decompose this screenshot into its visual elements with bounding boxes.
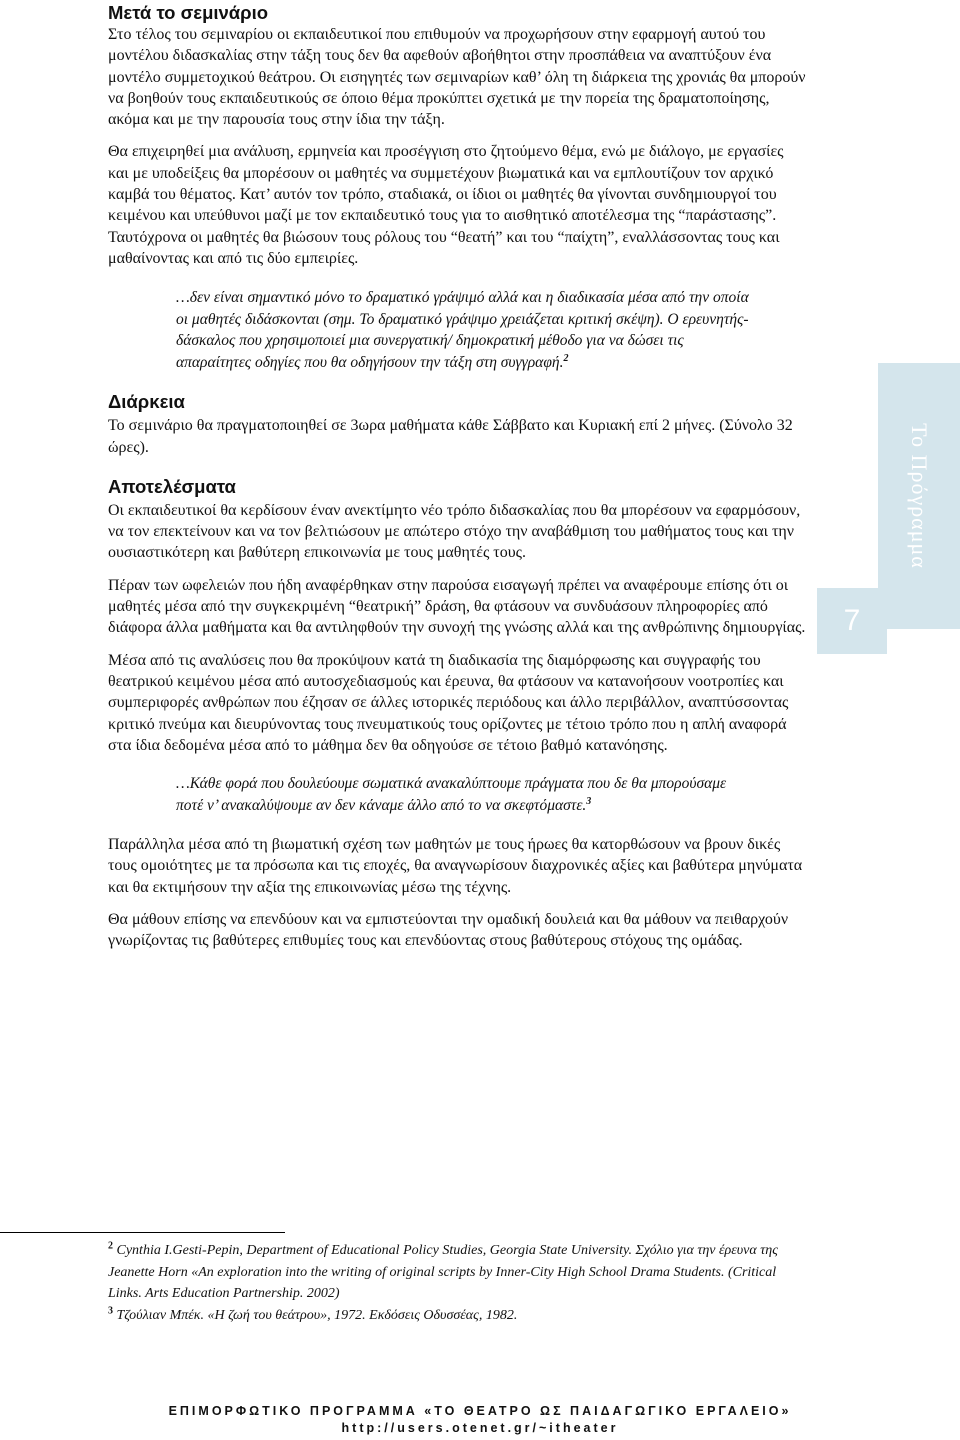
footnote-number: 3 [108, 1305, 113, 1317]
paragraph: Στο τέλος του σεμιναρίου οι εκπαιδευτικοί που επιθυμούν να προχωρήσουν στην εφαρμογή αυτού του μοντέλου διδασκαλίας στην τάξη τους δεν θα αφεθούν αβοήθητοι στην προσπάθεια να αναπτύξουν ένα μοντέλο συμμετοχικού θεάτρου. Οι εισηγητές των σεμιναρίων καθ’ όλη τη διάρκεια της χρονιάς θα μπορούν να βοηθούν τους εκπαιδευτικούς σε όποιο θέμα προκύπτει σχετικά με την πορεία της δραματοποίησης, ακόμα και με την παρουσία τους στην ίδια την τάξη. [108, 26, 806, 129]
footnote [108, 1240, 808, 1305]
quote-text: …δεν είναι σημαντικό μόνο το δραματικό γράψιμό αλλά και η διαδικασία μέσα από την οποία οι μαθητές διδάσκονται (σημ. Το δραματικό γράψιμο χρειάζεται κριτική σκέψη). Ο ερευνητής-δάσκαλος που χρησιμοποιεί μια συνεργατική/ δημοκρατική μέθοδο για να δώσει τις απαραίτητες οδηγίες που θα οδηγήσουν την τάξη στη συγγραφή. [176, 289, 749, 371]
footnote-number: 2 [108, 1240, 113, 1252]
section-heading-after-seminar: Μετά το σεμινάριο [108, 2, 269, 23]
footer-url[interactable]: http://users.otenet.gr/~itheater [341, 1421, 619, 1435]
paragraph: Θα επιχειρηθεί μια ανάλυση, ερμηνεία και προσέγγιση στο ζητούμενο θέμα, ενώ με διάλογο, με εργασίες και με υποδείξεις θα μπορέσουν οι μαθητές να συμμετέχουν βιωματικά και να εμπλουτίζουν τον αρχικό καμβά του θέματος. Κατ’ αυτόν τον τρόπο, σταδιακά, οι ίδιοι οι μαθητές θα γίνονται συνδημιουργοί του κειμένου και υπεύθυνοι μαζί με τον εκπαιδευτικό τους για το αισθητικό αποτέλεσμα της “παράστασης”. Ταυτόχρονα οι μαθητές θα βιώσουν τους ρόλους του “θεατή” και του “παίχτη”, εναλλάσσοντας τους και μαθαίνοντας και από τις δύο εμπειρίες. [108, 143, 784, 267]
page-number: 7 [817, 588, 887, 654]
quote-text: …Κάθε φορά που δουλεύουμε σωματικά ανακαλύπτουμε πράγματα που δε θα μπορούσαμε ποτέ ν’ ανακαλύψουμε αν δεν κάναμε άλλο από το να σκεφτόμαστε. [176, 775, 727, 814]
footnote-divider [0, 1232, 285, 1233]
footer-title: ΕΠΙΜΟΡΦΩΤΙΚΟ ΠΡΟΓΡΑΜΜΑ «ΤΟ ΘΕΑΤΡΟ ΩΣ ΠΑΙΔΑΓΩΓΙΚΟ ΕΡΓΑΛΕΙΟ» [168, 1404, 792, 1418]
footnotes [108, 1240, 808, 1326]
paragraph: Θα μάθουν επίσης να επενδύουν και να εμπιστεύονται την ομαδική δουλειά και θα μάθουν να πειθαρχούν γνωρίζοντας τις βαθύτερες επιθυμίες τους και επενδύοντας στους βαθύτερους στόχους της ομάδας. [108, 911, 789, 950]
main-content [108, 0, 808, 952]
paragraph: Οι εκπαιδευτικοί θα κερδίσουν έναν ανεκτίμητο νέο τρόπο διδασκαλίας που θα μπορέσουν να εφαρμόσουν, να τον επεκτείνουν και να τον βελτιώσουν με απώτερο στόχο την αναβάθμιση του μαθήματος τους και την ουσιαστικότερη και βαθύτερη επικοινωνία με τους μαθητές τους. [108, 501, 801, 562]
block-quote [176, 287, 756, 373]
footnote [108, 1305, 808, 1327]
section-side-tab [878, 363, 960, 629]
section-heading-duration: Διάρκεια [108, 391, 185, 413]
footnote-text: Τζούλιαν Μπέκ. «Η ζωή του θεάτρου», 1972. Εκδόσεις Οδυσσέας, 1982. [116, 1307, 518, 1323]
footnote-ref: 3 [586, 795, 592, 807]
section-heading-results: Αποτελέσματα [108, 475, 236, 497]
paragraph: Πέραν των ωφελειών που ήδη αναφέρθηκαν στην παρούσα εισαγωγή πρέπει να αναφέρουμε επίσης ότι οι μαθητές μέσα από την συγκεκριμένη “θεατρική” δράση, θα φτάσουν να συνδυάσουν πληροφορίες από διάφορα άλλα μαθήματα και θα αντιληφθούν την συνοχή της γνώσης αλλά και της ανθρώπινης δημιουργίας. [108, 576, 806, 637]
paragraph: Παράλληλα μέσα από τη βιωματική σχέση των μαθητών με τους ήρωες θα κατορθώσουν να βρουν δικές τους ομοιότητες με τα πρόσωπα και τις εποχές, θα αναγνωρίσουν διαχρονικές αξίες και βαθύτερα μηνύματα και θα εκτιμήσουν την αξία της επικοινωνίας μέσω της τέχνης. [108, 836, 803, 896]
footnote-ref: 2 [563, 352, 569, 364]
footnote-text: Cynthia I.Gesti-Pepin, Department of Educational Policy Studies, Georgia State University. Σχόλιο για την έρευνα της Jeanette Horn «An exploration into the writing of original scripts by Inner-City High School Drama Students. (Critical Links. Arts Education Partnership. 2002) [108, 1243, 778, 1302]
paragraph: Το σεμινάριο θα πραγματοποιηθεί σε 3ωρα μαθήματα κάθε Σάββατο και Κυριακή επί 2 μήνες. (Σύνολο 32 ώρες). [108, 417, 793, 456]
side-tab-label: Το Πρόγραμμα [907, 423, 932, 569]
paragraph: Μέσα από τις αναλύσεις που θα προκύψουν κατά τη διαδικασία της διαμόρφωσης και συγγραφής του θεατρικού κειμένου μέσα από αυτοσχεδιασμούς και έρευνα, θα φτάσουν να κατανοήσουν νοοτροπίες και συμπεριφορές ανθρώπων που έζησαν σε άλλες ιστορικές περιόδους και άλλο περιβάλλον, αναπτύσσοντας κριτικό πνεύμα και διευρύνοντας τους πνευματικούς τους ορίζοντες με τέτοιο τρόπο που η απλή αναφορά στα ίδια δεδομένα μέσα από το μάθημα δεν θα οδηγούσε σε τέτοιο βαθμό κατανόησης. [108, 651, 789, 754]
block-quote [176, 773, 756, 816]
